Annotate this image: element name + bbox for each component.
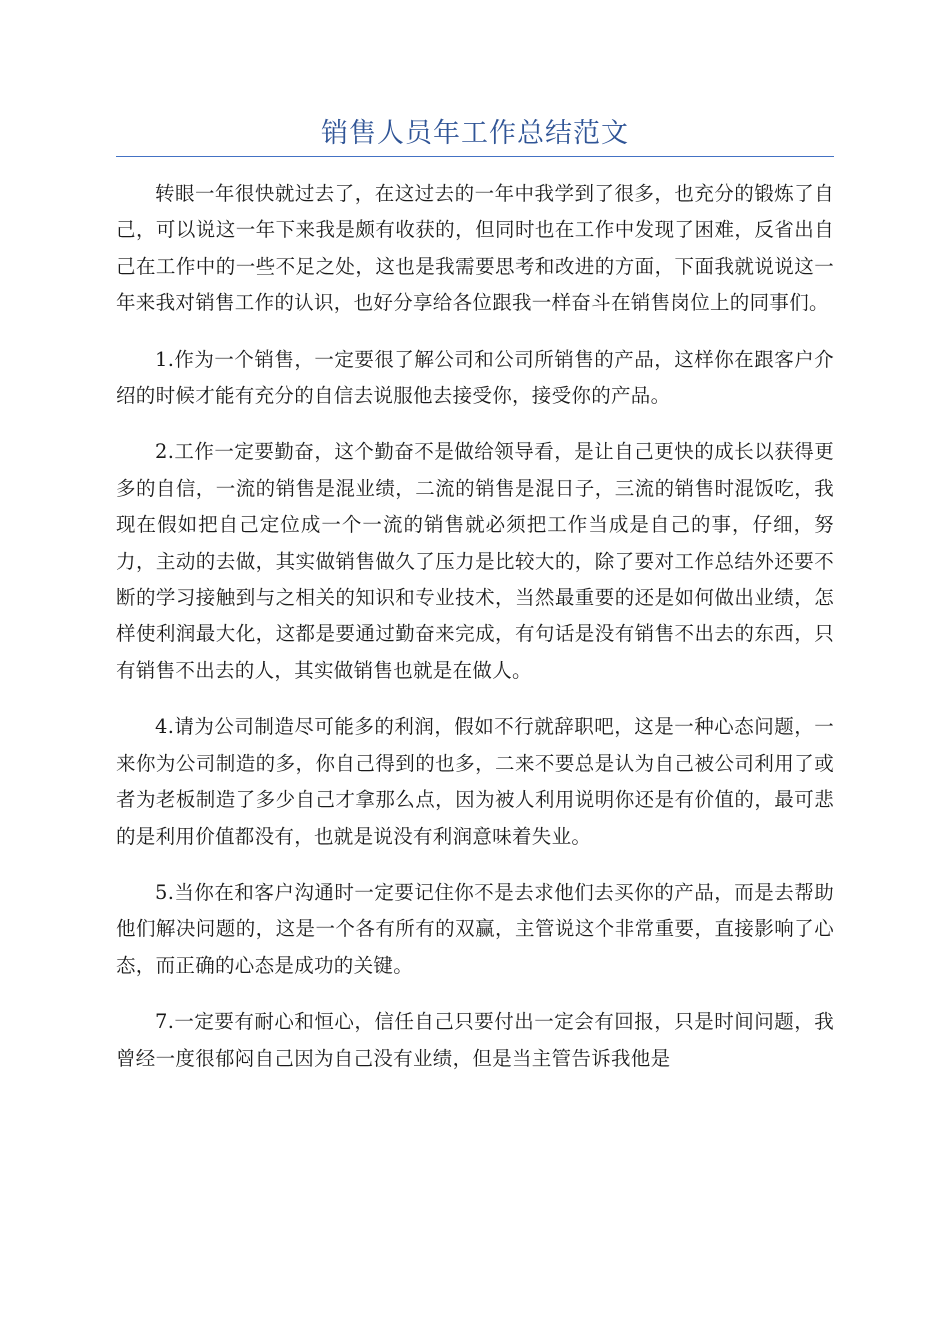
paragraph-point-7: 7.一定要有耐心和恒心，信任自己只要付出一定会有回报，只是时间问题，我曾经一度很郁闷自己因为自己没有业绩，但是当主管告诉我他是	[116, 1010, 834, 1070]
paragraph-point-1: 1.作为一个销售，一定要很了解公司和公司所销售的产品，这样你在跟客户介绍的时候才能有充分的自信去说服他去接受你，接受你的产品。	[116, 347, 834, 408]
paragraph-point-2: 2.工作一定要勤奋，这个勤奋不是做给领导看，是让自己更快的成长以获得更多的自信，一流的销售是混业绩，二流的销售是混日子，三流的销售时混饭吃，我现在假如把自己定位成一个一流的销售就必须把工作当成是自己的事，仔细，努力，主动的去做，其实做销售做久了压力是比较大的，除了要对工作总结外还要不断的学习接触到与之相关的知识和专业技术，当然最重要的还是如何做出业绩，怎样使利润最大化，这都是要通过勤奋来完成，有句话是没有销售不出去的东西，只有销售不出去的人，其实做销售也就是在做人。	[116, 440, 834, 682]
document-body	[116, 176, 834, 1097]
paragraph-point-5: 5.当你在和客户沟通时一定要记住你不是去求他们去买你的产品，而是去帮助他们解决问题的，这是一个各有所有的双赢，主管说这个非常重要，直接影响了心态，而正确的心态是成功的关键。	[116, 880, 834, 977]
document-title: 销售人员年工作总结范文	[116, 112, 834, 157]
paragraph-intro: 转眼一年很快就过去了，在这过去的一年中我学到了很多，也充分的锻炼了自己，可以说这一年下来我是颇有收获的，但同时也在工作中发现了困难，反省出自己在工作中的一些不足之处，这也是我需要思考和改进的方面，下面我就说说这一年来我对销售工作的认识，也好分享给各位跟我一样奋斗在销售岗位上的同事们。	[116, 182, 834, 315]
paragraph-point-4: 4.请为公司制造尽可能多的利润，假如不行就辞职吧，这是一种心态问题，一来你为公司制造的多，你自己得到的也多，二来不要总是认为自己被公司利用了或者为老板制造了多少自己才拿那么点，因为被人利用说明你还是有价值的，最可悲的是利用价值都没有，也就是说没有利润意味着失业。	[116, 715, 834, 848]
